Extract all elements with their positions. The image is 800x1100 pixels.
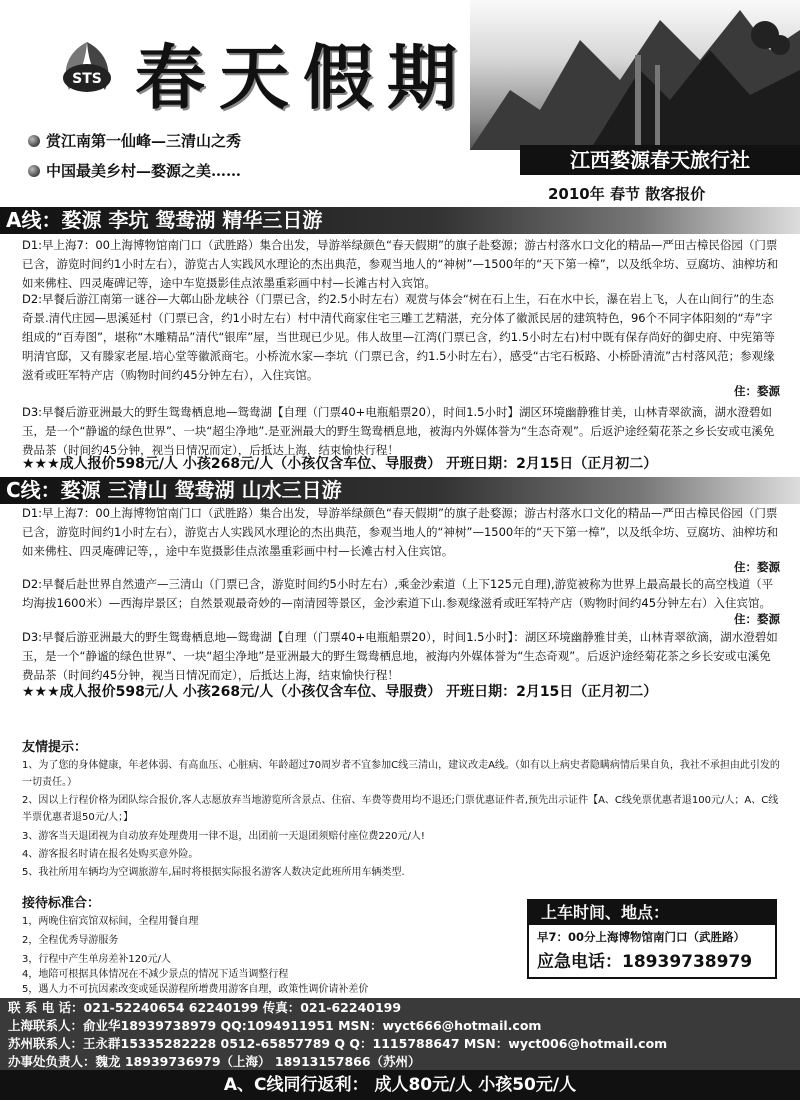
contact-office: 办事处负责人：魏龙 18939736979（上海） 18913157866（苏州）: [8, 1054, 421, 1069]
route-c-day2-stay: 住：婺源: [734, 612, 780, 626]
route-c-day1: D1:早上海7：00上海博物馆南门口（武胜路）集合出发，导游举绿颜色“春天假期”的旗子赴婺源；游古村落水口文化的精品—严田古樟民俗园（门票已含，游览时间约1小时左右），游览古人实践风水理论的杰出典范，参观当地人的“神树”—1500年的“天下第一樟”，以及纸伞坊、豆腐坊、油榨坊和如来佛柱、四灵庵碑记等，，途中车览摄影佳点浓墨重彩画中村—长滩古村入住宾馆。: [22, 506, 779, 558]
route-c-price: ★★★成人报价598元/人 小孩268元/人（小孩仅含车位、导服费） 开班日期：2月15日（正月初二）: [22, 684, 658, 700]
contact-block: [0, 998, 800, 1070]
boarding-title: 上车时间、地点：: [529, 901, 775, 925]
note-item: 3、游客当天退团视为自动放弃处理费用一律不退，出团前一天退团须赔付座位费220元/人!: [22, 831, 425, 842]
slogan-2: 中国最美乡村—婺源之美……: [28, 160, 241, 181]
route-a-day1: D1:早上海7：00上海博物馆南门口（武胜路）集合出发，导游举绿颜色“春天假期”的旗子赴婺源；游古村落水口文化的精品—严田古樟民俗园（门票已含，游览时间约1小时左右），游览古人实践风水理论的杰出典范，参观当地人的“神树”—1500年的“天下第一樟”，以及纸伞坊、豆腐坊、油榨坊和如来佛柱、四灵庵碑记等，途中车览摄影佳点浓墨重彩画中村—长滩古村入宾馆。: [22, 238, 779, 290]
emergency-phone: 应急电话：18939738979: [537, 952, 753, 972]
standard-item: 3，行程中产生单房差补120元/人: [22, 954, 171, 965]
mountain-photo: [470, 0, 800, 150]
note-item: 1、为了您的身体健康，年老体弱、有高血压、心脏病、年龄超过70周岁者不宜参加C线三清山，建议改走A线。（如有以上病史者隐瞒病情后果自负，我社不承担由此引发的一切责任。）: [22, 760, 780, 788]
logo: [55, 38, 119, 102]
boarding-location: 早7：00分上海博物馆南门口（武胜路）: [537, 930, 746, 944]
boarding-info-box: [527, 899, 777, 979]
contact-phone: 联 系 电 话：021-52240654 62240199 传真：021-62240199: [8, 1000, 402, 1015]
price-list-title: 2010年 春节 散客报价: [548, 185, 706, 203]
slogan-1: 赏江南第一仙峰—三清山之秀: [28, 130, 241, 151]
note-item: 4、游客报名时请在报名处购买意外险。: [22, 849, 199, 860]
bullet-icon: [28, 135, 40, 147]
route-a-price: ★★★成人报价598元/人 小孩268元/人（小孩仅含车位、导服费） 开班日期：2月15日（正月初二）: [22, 456, 658, 472]
note-item: 2、因以上行程价格为团队综合报价,客人志愿放弃当地游览所含景点、住宿、车费等费用均不退还;门票优惠证件者,预先出示证件【A、C线免票优惠者退100元/人；A、C线半票优惠者退50元/人；】: [22, 795, 779, 823]
agency-name: 江西婺源春天旅行社: [520, 145, 800, 175]
standard-item: 4，地陪可根据具体情况在不减少景点的情况下适当调整行程: [22, 969, 289, 980]
standard-item: 1，两晚住宿宾馆双标间，全程用餐自理: [22, 916, 199, 927]
brand-title: 春天假期: [135, 36, 471, 119]
note-item: 5、我社所用车辆均为空调旅游车,届时将根据实际报名游客人数决定此班所用车辆类型.: [22, 867, 405, 878]
standard-item: 5，遇人力不可抗因素改变或延误游程所增费用游客自理，政策性调价请补差价: [22, 984, 369, 995]
contact-suzhou: 苏州联系人：王永群15335282228 0512-65857789 Q Q：1115788647 MSN：wyct006@hotmail.com: [8, 1036, 668, 1051]
logo-text: STS: [72, 71, 102, 87]
rebate-bar: A、C线同行返利： 成人80元/人 小孩50元/人: [0, 1070, 800, 1100]
notes-title: 友情提示：: [22, 740, 88, 755]
route-a-title: A线：婺源 李坑 鸳鸯湖 精华三日游: [0, 207, 800, 234]
route-c-day1-stay: 住：婺源: [734, 560, 780, 574]
standards-title: 接待标准合：: [22, 896, 101, 911]
route-a-day2: D2:早餐后游江南第一谜谷—大鄣山卧龙峡谷（门票已含，约2.5小时左右）观赏与体会“树在石上生，石在水中长，瀑在岩上飞，人在山间行”的生态奇景.清代庄园—思溪延村（门票已含，约1小时左右）村中清代商家住宅三雕工艺精湛，充分体了徽派民居的建筑特色，96个不同字体阳刻的“寿”字组成的“百寿图”，堪称“木雕精品”清代“银库”屋，当世现已少见。伟人故里—江湾(门票已含，约1.5小时左右)村中既有保存尚好的御史府、中宪第等明清官邸，又有滕家老屋.培心堂等徽派商宅。小桥流水家—李坑（门票已含，约1.5小时左右），感受“古宅石板路、小桥卧清流”古村落风范；参观缘滋肴或旺军特产店（购物时间约45分钟左右），入住宾馆。: [22, 292, 776, 382]
route-c-title: C线：婺源 三清山 鸳鸯湖 山水三日游: [0, 477, 800, 504]
standard-item: 2，全程优秀导游服务: [22, 935, 119, 946]
header: [0, 0, 800, 203]
route-c-day3: D3:早餐后游亚洲最大的野生鸳鸯栖息地—鸳鸯湖【自理（门票40+电瓶船票20），时间1.5小时】：湖区环境幽静雅甘美，山林青翠欲滴，湖水澄碧如玉，是一个“静谧的绿色世界”、一块“超尘净地”是亚洲最大的野生鸳鸯栖息地，被海内外媒体誉为“生态奇观”。后返沪途经菊花茶之乡长安或屯溪免费品茶（时间约45分钟，视当日情况而定），后抵达上海，结束愉快行程！: [22, 630, 778, 682]
route-a-day3: D3:早餐后游亚洲最大的野生鸳鸯栖息地—鸳鸯湖【自理（门票40+电瓶船票20），时间1.5小时】湖区环境幽静雅甘美，山林青翠欲滴，湖水澄碧如玉，是一个“静谧的绿色世界”、一块“超尘净地”.是亚洲最大的野生鸳鸯栖息地，被海内外媒体誉为“生态奇观”。后返沪途经菊花茶之乡长安或屯溪免费品茶（时间约45分钟，视当日情况而定），后抵达上海，结束愉快行程！: [22, 405, 775, 457]
route-a-day2-stay: 住：婺源: [734, 384, 780, 398]
bullet-icon: [28, 165, 40, 177]
route-c-day2: D2:早餐后赴世界自然遗产—三清山（门票已含，游览时间约5小时左右）,乘金沙索道（上下125元自理),游览被称为世界上最高最长的高空栈道（平均海拔1600米）—西海岸景区；自然景观最奇妙的—南清园等景区，金沙索道下山.参观缘滋肴或旺军特产店（购物时间约45分钟左右）入住宾馆。: [22, 577, 774, 610]
contact-shanghai: 上海联系人：俞业华18939738979 QQ:1094911951 MSN：wyct666@hotmail.com: [8, 1018, 542, 1033]
